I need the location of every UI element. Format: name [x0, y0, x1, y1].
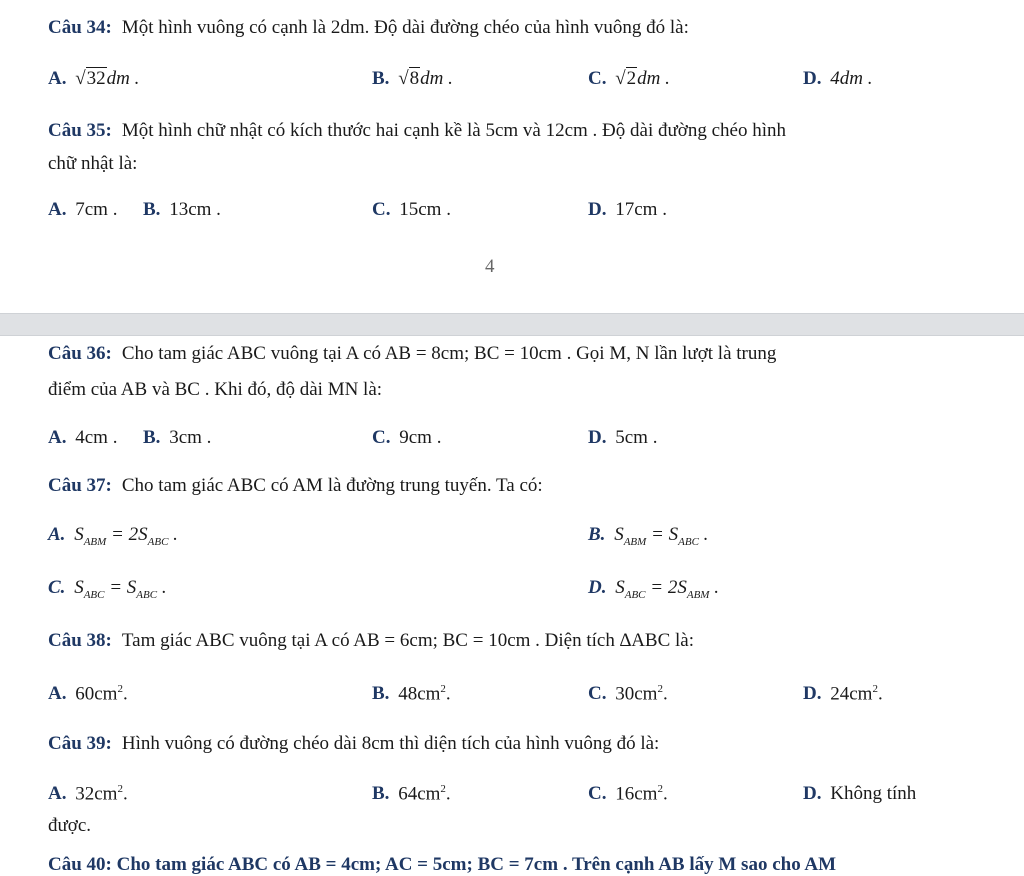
option-b: B. √8dm .	[372, 68, 453, 89]
question-36-cont: điểm của AB và BC . Khi đó, độ dài MN là:	[48, 379, 383, 400]
option-a: A. √32dm .	[48, 68, 140, 89]
option-c: C. √2dm .	[588, 68, 670, 89]
option-d-cont: được.	[48, 815, 92, 836]
option-d: D. 4dm .	[803, 68, 873, 89]
option-c: C. $30cm^2$.	[588, 683, 668, 705]
option-c: C. 9cm .	[372, 427, 442, 448]
question-37: Câu 37: Cho tam giác ABC có AM là đường trung tuyến. Ta có:	[48, 475, 543, 496]
option-c: C. 15cm .	[372, 199, 451, 220]
page-separator	[0, 313, 1024, 336]
sqrt-symbol: √32	[75, 68, 106, 89]
option-a: A. 7cm .	[48, 199, 118, 220]
question-40-partial: Câu 40: Cho tam giác ABC có AB = 4cm; AC = 5cm; BC = 7cm . Trên cạnh AB lấy M sao cho AM	[48, 854, 837, 875]
question-38: Câu 38: Tam giác ABC vuông tại A có AB = 6cm; BC = 10cm . Diện tích ∆ABC là:	[48, 630, 695, 651]
option-b: B. $48cm^2$.	[372, 683, 451, 705]
option-b: B. $S_{ABM} = S_{ABC}$ .	[588, 524, 709, 548]
question-34: Câu 34: Một hình vuông có cạnh là 2dm. Độ dài đường chéo của hình vuông đó là:	[48, 17, 689, 38]
option-c: C. $S_{ABC} = S_{ABC}$ .	[48, 577, 167, 601]
option-a: A. $32cm^2$.	[48, 783, 128, 805]
question-39: Câu 39: Hình vuông có đường chéo dài 8cm thì diện tích của hình vuông đó là:	[48, 733, 660, 754]
option-d: D. 5cm .	[588, 427, 658, 448]
option-d: D. Không tính	[803, 783, 917, 804]
question-label: Câu 34:	[48, 17, 112, 38]
option-b: B. $64cm^2$.	[372, 783, 451, 805]
option-a: A. 4cm .	[48, 427, 118, 448]
option-d: D. $S_{ABC} = 2S_{ABM}$ .	[588, 577, 719, 601]
sqrt-symbol: √8	[398, 68, 420, 89]
question-35: Câu 35: Một hình chữ nhật có kích thước hai cạnh kề là 5cm và 12cm . Độ dài đường chéo hình	[48, 120, 786, 141]
option-b: B. 3cm .	[143, 427, 212, 448]
question-36: Câu 36: Cho tam giác ABC vuông tại A có AB = 8cm; BC = 10cm . Gọi M, N lần lượt là trung	[48, 343, 777, 364]
sqrt-symbol: √2	[615, 68, 637, 89]
question-35-cont: chữ nhật là:	[48, 153, 138, 174]
option-a: A. $S_{ABM} = 2S_{ABC}$ .	[48, 524, 178, 548]
option-c: C. $16cm^2$.	[588, 783, 668, 805]
option-a: A. $60cm^2$.	[48, 683, 128, 705]
page-number: 4	[485, 256, 495, 277]
option-d: D. 17cm .	[588, 199, 667, 220]
option-d: D. $24cm^2$.	[803, 683, 883, 705]
option-b: B. 13cm .	[143, 199, 221, 220]
